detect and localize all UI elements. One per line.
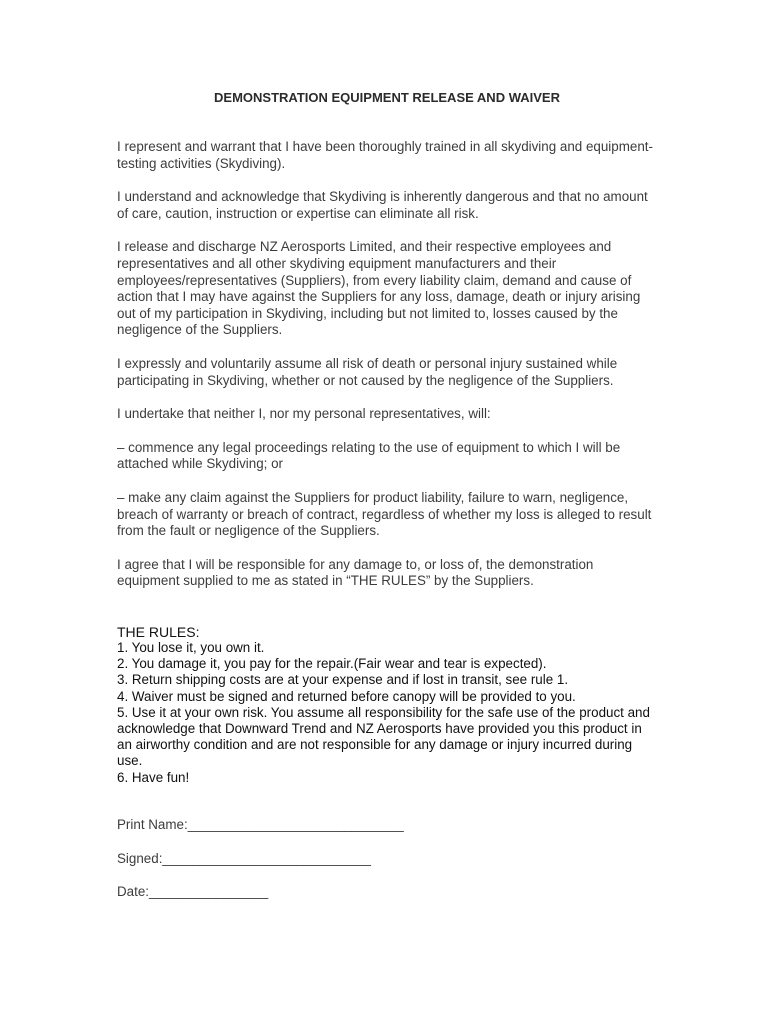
- rule-item: 3. Return shipping costs are at your expense and if lost in transit, see rule 1.: [117, 672, 569, 688]
- paragraph-no-proceedings: – commence any legal proceedings relating to the use of equipment to which I will be attached while Skydiving; or: [117, 439, 621, 472]
- rules-section: [117, 624, 657, 786]
- signature-field[interactable]: Signed:____________________________: [117, 851, 371, 866]
- paragraph-responsibility: I agree that I will be responsible for any damage to, or loss of, the demonstration equipment supplied to me as stated in “THE RULES” by the Suppliers.: [117, 556, 594, 589]
- paragraph-risk-acknowledgement: I understand and acknowledge that Skydiving is inherently dangerous and that no amount of care, caution, instruction or expertise can eliminate all risk.: [117, 189, 648, 221]
- date-field[interactable]: Date:________________: [117, 884, 269, 899]
- rule-item: 4. Waiver must be signed and returned before canopy will be provided to you.: [117, 688, 576, 704]
- rule-item: 5. Use it at your own risk. You assume all responsibility for the safe use of the product and acknowledge that Downward Trend and NZ Aerosports have provided you this product in an airworthy condition and are not responsible for any damage or injury incurred during use.: [117, 704, 650, 769]
- rules-heading: THE RULES:: [117, 624, 200, 640]
- rule-item: 1. You lose it, you own it.: [117, 640, 265, 655]
- paragraph-no-claims: – make any claim against the Suppliers for product liability, failure to warn, negligence, breach of warranty or breach of contract, regardless of whether my loss is alleged to result from the fault or negligence of the Suppliers.: [117, 489, 652, 539]
- waiver-body: [117, 139, 657, 607]
- document-title: DEMONSTRATION EQUIPMENT RELEASE AND WAIVER: [214, 90, 560, 105]
- paragraph-undertaking: I undertake that neither I, nor my personal representatives, will:: [117, 406, 491, 422]
- print-name-field[interactable]: Print Name:_____________________________: [117, 817, 404, 832]
- rule-item: 6. Have fun!: [117, 769, 190, 785]
- rule-item: 2. You damage it, you pay for the repair.(Fair wear and tear is expected).: [117, 656, 547, 672]
- paragraph-training: I represent and warrant that I have been thoroughly trained in all skydiving and equipment-testing activities (Skydiving).: [117, 139, 653, 171]
- paragraph-release: I release and discharge NZ Aerosports Limited, and their respective employees and representatives and all other skydiving equipment manufacturers and their employees/representatives (Suppliers), from every liability claim, demand and cause of action that I may have against the Suppliers for any loss, damage, death or injury arising out of my participation in Skydiving, including but not limited to, losses caused by the negligence of the Suppliers.: [117, 239, 641, 338]
- paragraph-assume-risk: I expressly and voluntarily assume all risk of death or personal injury sustained while participating in Skydiving, whether or not caused by the negligence of the Suppliers.: [117, 355, 618, 388]
